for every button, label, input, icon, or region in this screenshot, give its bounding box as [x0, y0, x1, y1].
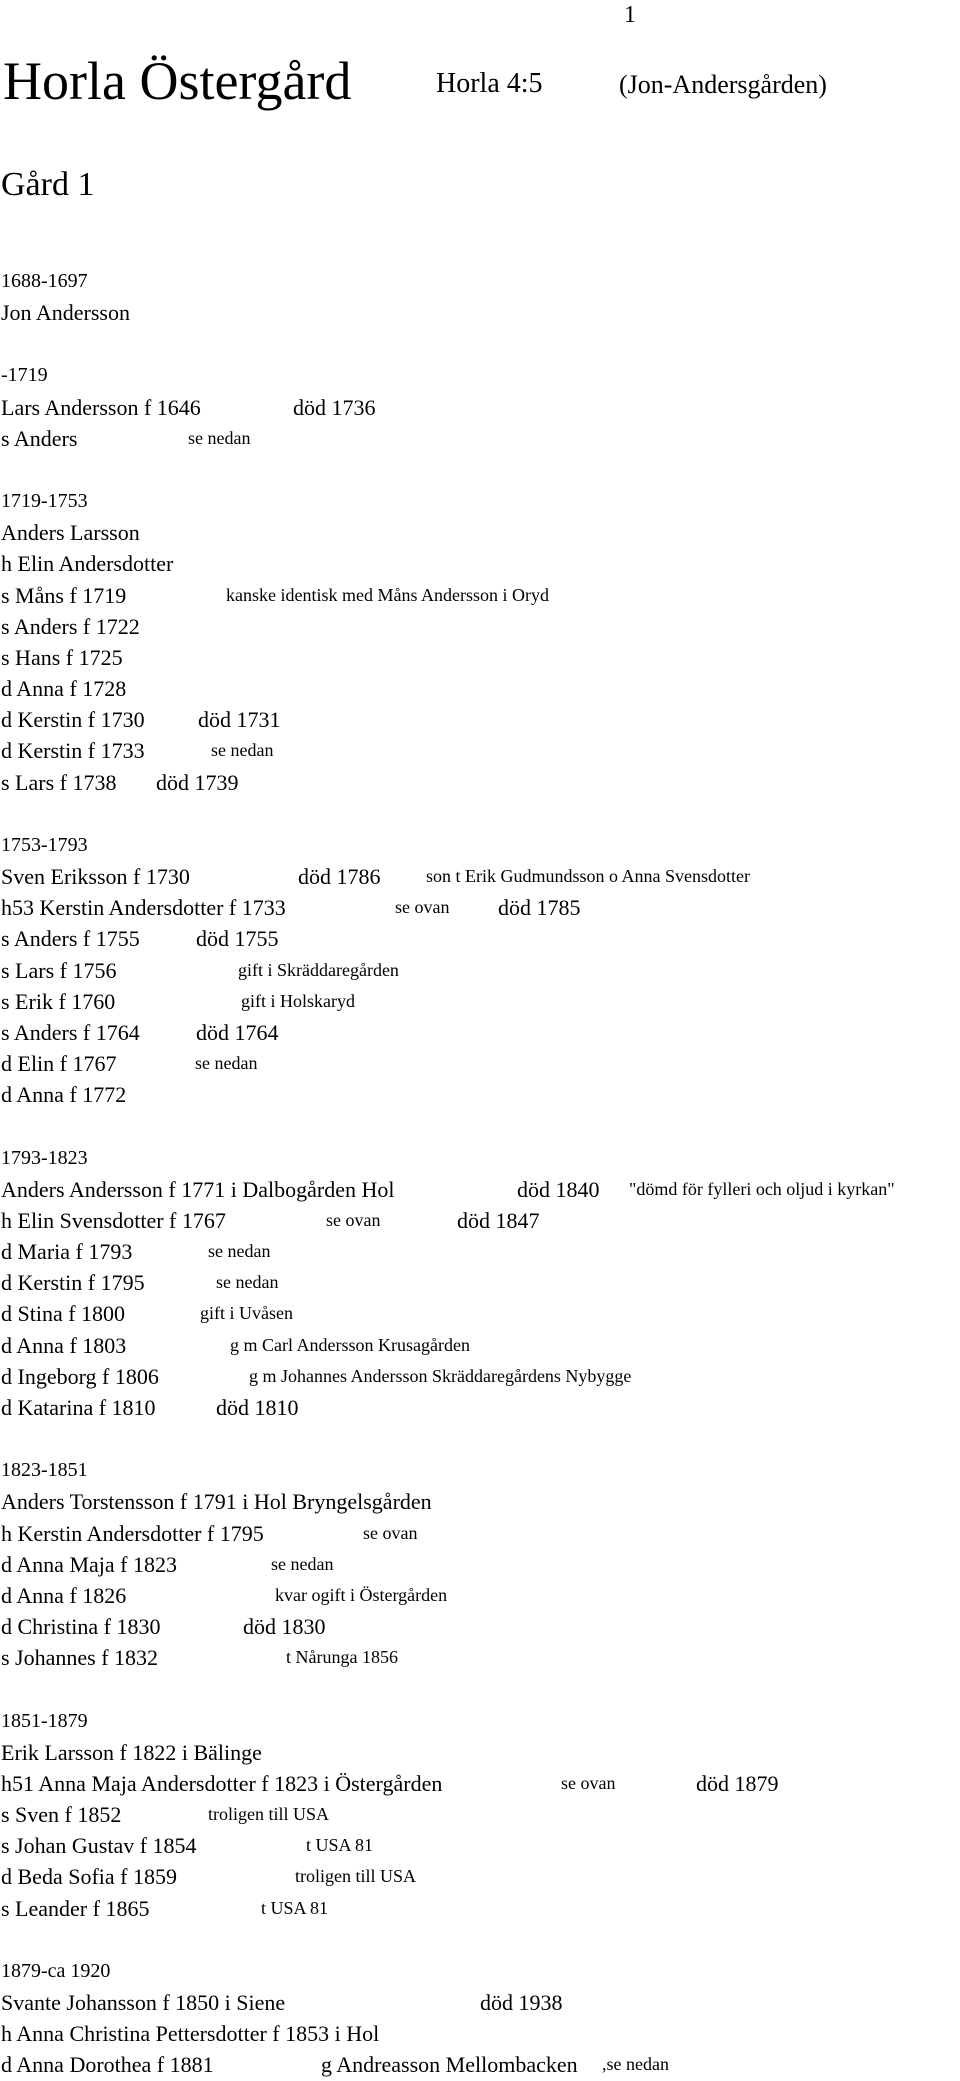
- record-line: [1, 1518, 959, 1549]
- record-line: [1, 1737, 959, 1768]
- record-entry: s Johan Gustav f 1854: [1, 1833, 197, 1859]
- record-detail: död 1755: [196, 926, 279, 952]
- record-note: se ovan: [395, 897, 450, 918]
- record-note: son t Erik Gudmundsson o Anna Svensdotter: [426, 866, 750, 886]
- record-entry: d Anna f 1772: [1, 1082, 127, 1108]
- record-line: [1, 1298, 959, 1329]
- record-entry: Sven Eriksson f 1730: [1, 864, 190, 889]
- record-note: g m Johannes Andersson Skräddaregårdens Nybygge: [249, 1365, 632, 1386]
- farm-heading: Gård 1: [1, 166, 95, 203]
- record-line: [1, 1799, 959, 1830]
- record-line: [1, 767, 959, 798]
- record-line: [1, 735, 959, 766]
- record-entry: Erik Larsson f 1822 i Bälinge: [1, 1739, 262, 1765]
- record-note: troligen till USA: [208, 1804, 329, 1825]
- record-entry: s Måns f 1719: [1, 582, 127, 608]
- record-note: gift i Uvåsen: [200, 1303, 293, 1324]
- record-entry: d Anna f 1826: [1, 1582, 127, 1608]
- period-years: 1719-1753: [1, 489, 88, 512]
- record-entry: Jon Andersson: [1, 300, 130, 326]
- record-entry: s Leander f 1865: [1, 1895, 150, 1921]
- record-line: [1, 1267, 959, 1298]
- record-line: [1, 580, 959, 611]
- property-designation: Horla 4:5: [436, 68, 543, 99]
- record-line: [1, 1205, 959, 1236]
- record-detail: död 1736: [293, 394, 376, 420]
- record-line: [1, 1330, 959, 1361]
- record-note: g m Carl Andersson Krusagården: [230, 1334, 470, 1355]
- period-block: [1, 266, 959, 328]
- record-line: [1, 2018, 959, 2049]
- record-entry: h Elin Andersdotter: [1, 551, 174, 577]
- record-entry: d Beda Sofia f 1859: [1, 1864, 177, 1890]
- record-entry: h Anna Christina Pettersdotter f 1853 i Hol: [1, 2021, 380, 2047]
- period-block: [1, 1706, 959, 1924]
- period-years: 1793-1823: [1, 1146, 88, 1169]
- record-line: [1, 1768, 959, 1799]
- record-entry: h53 Kerstin Andersdotter f 1733: [1, 895, 286, 921]
- record-note: se ovan: [363, 1522, 418, 1543]
- record-entry: d Ingeborg f 1806: [1, 1363, 159, 1389]
- record-entry: d Katarina f 1810: [1, 1395, 156, 1420]
- household-records: [1, 266, 959, 2081]
- record-line: [1, 1642, 959, 1673]
- record-note: t USA 81: [261, 1897, 329, 1918]
- record-entry: Anders Larsson: [1, 520, 140, 546]
- record-line: [1, 1549, 959, 1580]
- period-years: 1851-1879: [1, 1709, 88, 1732]
- record-entry: s Anders f 1722: [1, 613, 140, 639]
- record-entry: d Anna Dorothea f 1881: [1, 2052, 214, 2078]
- record-line: [1, 611, 959, 642]
- farm-alternate-name: (Jon-Andersgården): [619, 70, 827, 99]
- record-entry: s Anders f 1764: [1, 1019, 140, 1045]
- record-line: [1, 1611, 959, 1642]
- record-detail: död 1938: [480, 1990, 563, 2015]
- record-line: [1, 548, 959, 579]
- period-years-line: [1, 830, 959, 861]
- period-years: 1823-1851: [1, 1459, 88, 1482]
- period-years-line: [1, 486, 959, 517]
- record-line: [1, 1987, 959, 2018]
- record-entry: s Anders: [1, 425, 78, 451]
- record-note: ,se nedan: [602, 2054, 669, 2075]
- record-line: [1, 1392, 959, 1423]
- record-entry: s Johannes f 1832: [1, 1645, 159, 1671]
- record-note: se ovan: [326, 1209, 381, 1230]
- record-line: [1, 1048, 959, 1079]
- record-line: [1, 1580, 959, 1611]
- period-years-line: [1, 1455, 959, 1486]
- record-entry: d Stina f 1800: [1, 1301, 126, 1327]
- record-detail: död 1785: [498, 895, 581, 921]
- period-block: [1, 1956, 959, 2081]
- record-note: t Nårunga 1856: [286, 1647, 398, 1668]
- record-note: kvar ogift i Östergården: [275, 1584, 448, 1605]
- record-entry: d Christina f 1830: [1, 1614, 161, 1640]
- record-detail: död 1879: [696, 1770, 779, 1796]
- record-entry: h51 Anna Maja Andersdotter f 1823 i Östergården: [1, 1770, 443, 1796]
- record-line: [1, 704, 959, 735]
- record-entry: s Hans f 1725: [1, 644, 123, 670]
- record-line: [1, 642, 959, 673]
- record-line: [1, 1079, 959, 1110]
- page-number: 1: [624, 2, 636, 28]
- record-note: se nedan: [188, 427, 251, 448]
- record-note: gift i Skräddaregården: [238, 959, 399, 980]
- record-note: troligen till USA: [295, 1866, 416, 1887]
- record-detail: g Andreasson Mellombacken: [321, 2052, 578, 2078]
- period-years-line: [1, 1143, 959, 1174]
- period-years-line: [1, 266, 959, 297]
- period-block: [1, 1455, 959, 1673]
- record-line: [1, 392, 959, 423]
- record-entry: Anders Torstensson f 1791 i Hol Bryngelsgården: [1, 1489, 432, 1515]
- record-note: se nedan: [195, 1053, 258, 1074]
- record-line: [1, 1861, 959, 1892]
- period-years: -1719: [1, 364, 48, 387]
- record-line: [1, 1017, 959, 1048]
- record-note: kanske identisk med Måns Andersson i Oryd: [226, 584, 549, 605]
- record-detail: död 1840: [517, 1176, 600, 1202]
- record-note: se nedan: [208, 1241, 271, 1262]
- period-block: [1, 1143, 959, 1424]
- record-detail: död 1764: [196, 1019, 279, 1045]
- period-years: 1879-ca 1920: [1, 1959, 111, 1982]
- period-years: 1688-1697: [1, 270, 88, 292]
- record-line: [1, 861, 959, 892]
- record-entry: Svante Johansson f 1850 i Siene: [1, 1990, 286, 2015]
- period-years-line: [1, 1956, 959, 1987]
- record-line: [1, 923, 959, 954]
- record-line: [1, 1361, 959, 1392]
- record-note: se nedan: [271, 1553, 334, 1574]
- record-line: [1, 517, 959, 548]
- record-line: [1, 1236, 959, 1267]
- record-line: [1, 892, 959, 923]
- record-entry: d Kerstin f 1795: [1, 1270, 145, 1296]
- record-entry: d Anna f 1803: [1, 1332, 127, 1358]
- record-entry: s Anders f 1755: [1, 926, 140, 952]
- record-note: se ovan: [561, 1772, 616, 1793]
- record-note: t USA 81: [306, 1835, 374, 1856]
- page-header: [0, 48, 960, 114]
- record-note: "dömd för fylleri och oljud i kyrkan": [629, 1178, 895, 1199]
- record-entry: Anders Andersson f 1771 i Dalbogården Hol: [1, 1176, 395, 1202]
- period-block: [1, 360, 959, 454]
- record-note: se nedan: [216, 1272, 279, 1293]
- record-detail: död 1731: [198, 707, 281, 733]
- record-detail: död 1810: [216, 1395, 299, 1420]
- record-line: [1, 2049, 959, 2080]
- record-entry: d Anna f 1728: [1, 676, 127, 702]
- record-detail: död 1739: [156, 769, 239, 795]
- record-line: [1, 1830, 959, 1861]
- period-years: 1753-1793: [1, 833, 88, 856]
- period-years-line: [1, 1706, 959, 1737]
- record-entry: d Elin f 1767: [1, 1051, 117, 1077]
- record-entry: d Kerstin f 1733: [1, 738, 145, 764]
- record-entry: s Erik f 1760: [1, 988, 116, 1014]
- period-block: [1, 486, 959, 798]
- record-note: se nedan: [211, 740, 274, 761]
- record-entry: d Kerstin f 1730: [1, 707, 145, 733]
- period-years-line: [1, 360, 959, 391]
- record-line: [1, 673, 959, 704]
- record-entry: s Sven f 1852: [1, 1802, 122, 1828]
- period-block: [1, 830, 959, 1111]
- record-entry: h Elin Svensdotter f 1767: [1, 1207, 226, 1233]
- record-line: [1, 955, 959, 986]
- record-entry: d Maria f 1793: [1, 1239, 133, 1265]
- record-entry: h Kerstin Andersdotter f 1795: [1, 1520, 264, 1546]
- record-line: [1, 297, 959, 328]
- record-detail: död 1786: [298, 864, 381, 889]
- page-title: Horla Östergård: [3, 51, 352, 111]
- record-line: [1, 423, 959, 454]
- record-line: [1, 1893, 959, 1924]
- record-line: [1, 1486, 959, 1517]
- record-line: [1, 986, 959, 1017]
- record-entry: s Lars f 1756: [1, 957, 117, 983]
- record-detail: död 1847: [457, 1207, 540, 1233]
- record-detail: död 1830: [243, 1614, 326, 1640]
- record-entry: d Anna Maja f 1823: [1, 1551, 177, 1577]
- record-note: gift i Holskaryd: [241, 990, 355, 1011]
- record-line: [1, 1174, 959, 1205]
- record-entry: Lars Andersson f 1646: [1, 394, 201, 420]
- record-entry: s Lars f 1738: [1, 769, 117, 795]
